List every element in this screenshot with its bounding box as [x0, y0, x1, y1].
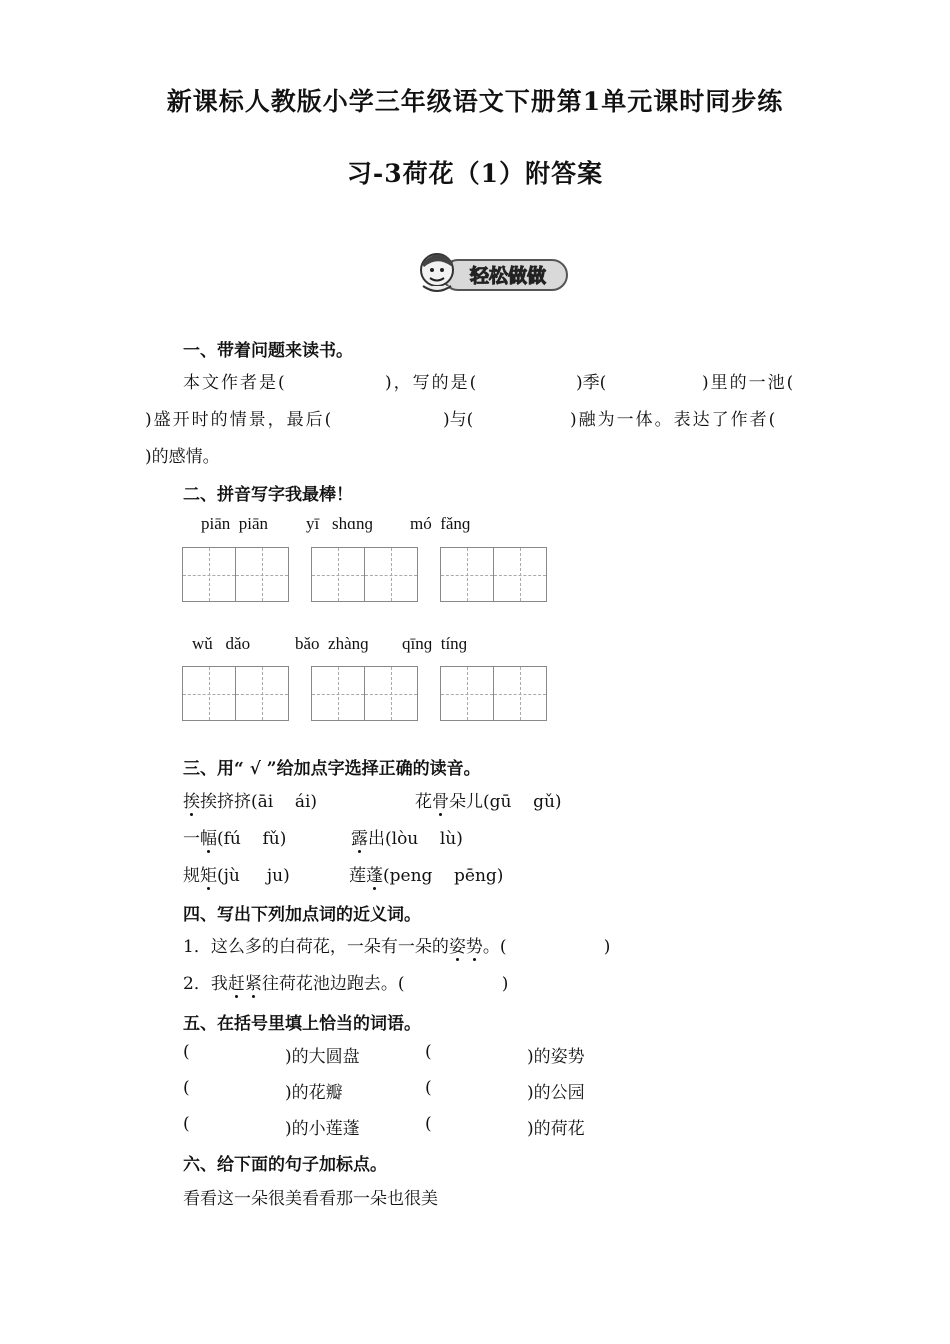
fill-open-l2: (	[183, 1078, 190, 1098]
badge-text: 轻松做做	[469, 265, 547, 287]
reading-item-2: 花骨朵儿(gū gǔ)	[415, 787, 562, 812]
doc-title-line1: 新课标人教版小学三年级语文下册第1单元课时同步练	[166, 87, 784, 116]
s1-l1b: )，写的是(	[385, 373, 479, 393]
fill-open-r3: (	[425, 1114, 432, 1134]
pinyin-1: piān piān	[201, 514, 269, 533]
fill-open-r2: (	[425, 1078, 432, 1098]
doc-title-line2: 习-3荷花（1）附答案	[346, 159, 604, 188]
fill-left-3: )的小莲蓬	[285, 1119, 360, 1139]
fill-open-r1: (	[425, 1042, 432, 1062]
pinyin-3: mó fǎnɡ	[410, 514, 471, 533]
writing-grid-3[interactable]	[440, 547, 547, 602]
writing-grid-5[interactable]	[311, 666, 418, 721]
s1-l1a: 本文作者是(	[183, 373, 287, 393]
fill-left-2: )的花瓣	[285, 1083, 343, 1103]
fill-right-3: )的荷花	[527, 1119, 585, 1139]
section1-heading: 一、带着问题来读书。	[183, 341, 353, 361]
fill-right-2: )的公园	[527, 1083, 585, 1103]
writing-grid-1[interactable]	[182, 547, 289, 602]
section3-heading: 三、用“ √ ”给加点字选择正确的读音。	[183, 759, 481, 779]
s1-l3: )的感情。	[145, 447, 220, 467]
section4-heading: 四、写出下列加点词的近义词。	[183, 905, 421, 925]
section6-heading: 六、给下面的句子加标点。	[183, 1155, 387, 1175]
s1-l2b: )与(	[443, 410, 474, 430]
pinyin-4: wǔ dǎo	[192, 634, 251, 653]
section5-heading: 五、在括号里填上恰当的词语。	[183, 1014, 421, 1034]
reading-item-6: 莲蓬(peng pēng)	[349, 861, 503, 886]
fill-right-1: )的姿势	[527, 1047, 585, 1067]
synonym-question-2: 2．我赶紧往荷花池边跑去。( )	[183, 969, 508, 994]
reading-item-4: 露出(lòu lù)	[351, 824, 463, 849]
writing-grid-6[interactable]	[440, 666, 547, 721]
reading-item-5: 规矩(jù ju)	[183, 861, 290, 886]
fill-left-1: )的大圆盘	[285, 1047, 360, 1067]
reading-item-3: 一幅(fú fǔ)	[183, 824, 286, 849]
writing-grid-2[interactable]	[311, 547, 418, 602]
fill-open-l3: (	[183, 1114, 190, 1134]
fill-open-l1: (	[183, 1042, 190, 1062]
s1-l1d: )里的一池(	[702, 373, 796, 393]
writing-grid-4[interactable]	[182, 666, 289, 721]
punctuation-sentence: 看看这一朵很美看看那一朵也很美	[183, 1189, 438, 1209]
pinyin-6: qīnɡ tínɡ	[402, 634, 468, 653]
s1-l2a: )盛开时的情景，最后(	[145, 410, 334, 430]
synonym-question-1: 1．这么多的白荷花，一朵有一朵的姿势。( )	[183, 932, 610, 957]
s1-l1c: )季(	[576, 373, 607, 393]
reading-item-1: 挨挨挤挤(āi ái)	[183, 787, 317, 812]
cartoon-boy-icon	[413, 248, 571, 298]
section2-heading: 二、拼音写字我最棒！	[183, 485, 353, 505]
pinyin-2: yī shɑnɡ	[306, 514, 373, 533]
s1-l2c: )融为一体。表达了作者(	[570, 410, 778, 430]
pinyin-5: bǎo zhànɡ	[295, 634, 369, 653]
